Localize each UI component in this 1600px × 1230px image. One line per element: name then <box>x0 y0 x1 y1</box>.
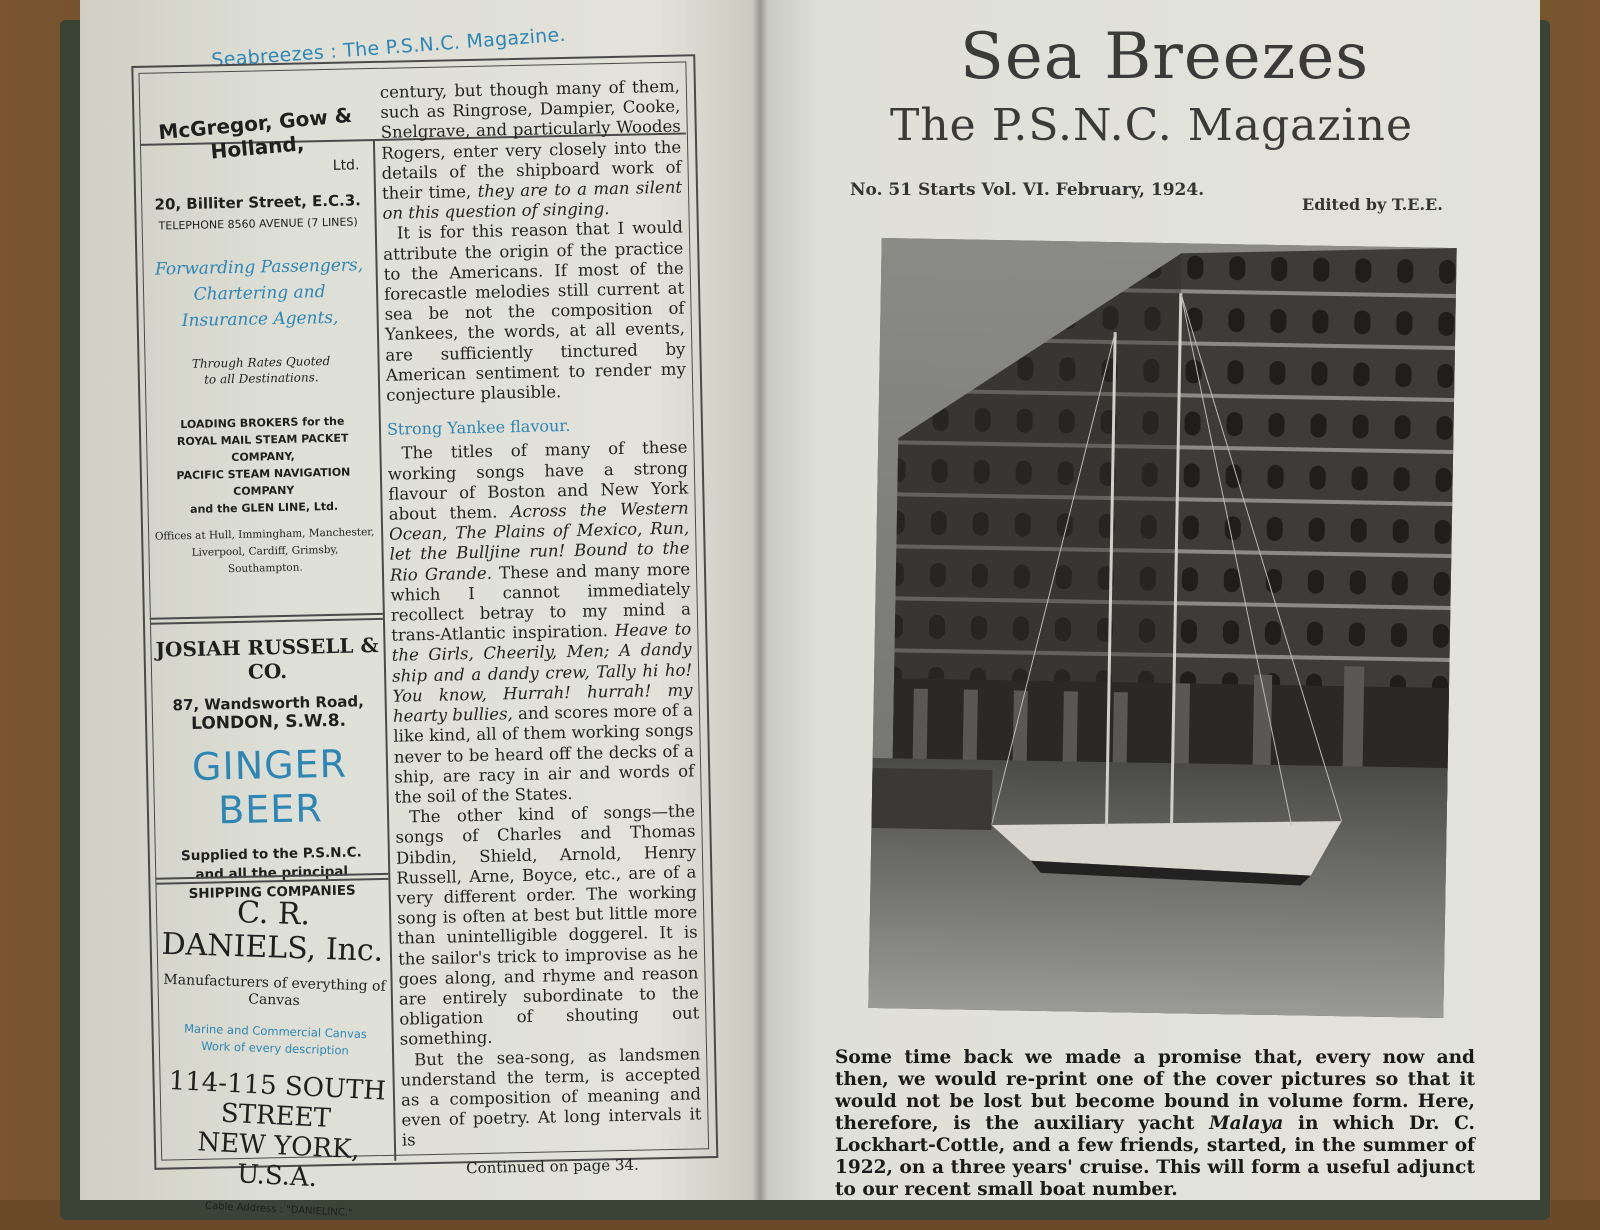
ad-russell-supplied-line: and all the principal <box>195 863 349 883</box>
ad-russell-city: LONDON, S.W.8. <box>190 710 347 734</box>
ad-daniels-name: C. R. DANIELS, Inc. <box>161 895 384 969</box>
article-column <box>380 77 703 1180</box>
left-page <box>80 0 760 1219</box>
ad-mcgregor-telephone: TELEPHONE 8560 AVENUE (7 LINES) <box>158 215 358 233</box>
continued-note: Continued on page 34. <box>465 1155 639 1177</box>
ad-mcgregor-service-line: Chartering and <box>193 282 326 305</box>
editor-credit: Edited by T.E.E. <box>1302 195 1443 214</box>
caption-text: in which Dr. C. Lockhart-Cottle, and a few friends, started, in the summer of 1922, on a three years' cruise. This will form a useful adjunct to our recent small boat number. <box>835 1113 1475 1200</box>
ad-mcgregor-rates-line: to all Destinations. <box>203 370 319 387</box>
article-paragraph <box>387 438 695 808</box>
yacht-photo-illustration <box>868 238 1456 1018</box>
masthead-subtitle: The P.S.N.C. Magazine <box>890 100 1414 151</box>
book-gutter <box>752 0 768 1200</box>
article-subheading: Strong Yankee flavour. <box>386 416 571 440</box>
ad-mcgregor-office-line: Offices at Hull, Immingham, Manchester, <box>154 526 375 543</box>
ad-mcgregor-office-line: Liverpool, Cardiff, Grimsby, <box>191 543 339 559</box>
article-text: The titles of many of these working songs have a strong flavour of Boston and New York about them. <box>387 437 689 524</box>
ad-mcgregor-rates-line: Through Rates Quoted <box>191 353 331 371</box>
article-paragraph: It is for this reason that I would attribute the origin of the practice to the Americans. If most of the forecastle melodies still current at sea be not the composition of Yankees, the words, at all events, are sufficiently tinctured by American sentiment to render my conjecture plausible. <box>383 217 686 405</box>
running-head: Seabreezes : The P.S.N.C. Magazine. <box>210 23 567 72</box>
ad-daniels-work-line: Work of every description <box>201 1038 349 1058</box>
ad-daniels-city: NEW YORK, U.S.A. <box>196 1127 361 1194</box>
ad-mcgregor-broker-line: PACIFIC STEAM NAVIGATION COMPANY <box>176 465 351 499</box>
ad-russell-street: 87, Wandsworth Road, <box>172 692 365 715</box>
issue-line: No. 51 Starts Vol. VI. February, 1924. <box>850 180 1205 200</box>
article-paragraph <box>380 77 683 225</box>
article-italic: they are to a man silent on this question of singing. <box>382 177 683 224</box>
ad-daniels <box>156 895 396 1221</box>
article-text: These and many more which I cannot immediately recollect betray to my mind a trans-Atlantic inspiration. <box>390 559 692 646</box>
ad-mcgregor-brokers <box>146 412 381 519</box>
ad-mcgregor-broker-line: and the GLEN LINE, Ltd. <box>189 499 339 516</box>
ad-mcgregor-broker-line: ROYAL MAIL STEAM PACKET COMPANY, <box>176 431 349 465</box>
article-text: century, but though many of them, such as Ringrose, Dampier, Cooke, Snelgrave, and particularly Woodes Rogers, enter very closely into the details of the shipboard work of their time, <box>379 76 682 203</box>
ad-mcgregor-services <box>142 252 377 335</box>
ad-daniels-street: 114-115 SOUTH STREET <box>167 1065 387 1134</box>
ad-mcgregor-rates <box>144 352 378 389</box>
ad-mcgregor-office-line: Southampton. <box>227 561 303 576</box>
yacht-photograph <box>868 238 1456 1018</box>
ad-mcgregor-service-line: Insurance Agents, <box>181 307 339 332</box>
article-italic: Across the Western Ocean, The Plains of Mexico, Run, let the Bulljine run! Bound to the Rio Grande. <box>388 498 690 585</box>
ad-daniels-cable: Cable Address : "DANIELINC." <box>204 1200 353 1219</box>
caption-ship-name: Malaya <box>1209 1113 1284 1134</box>
ad-russell <box>150 633 389 905</box>
ad-mcgregor-offices <box>148 524 382 580</box>
left-page-content <box>80 0 785 1219</box>
ad-mcgregor-broker-line: LOADING BROKERS for the <box>180 414 345 432</box>
ad-mcgregor-service-line: Forwarding Passengers, <box>154 255 364 280</box>
caption-text: Some time back we made a promise that, every now and then, we would re-print one of the cover pictures so that it would not be lost but become bound in volume form. Here, therefore, is the auxiliary yacht <box>835 1047 1475 1134</box>
article-text: and scores more of a like kind, all of them working songs never to be heard off the decks of a ship, are racy in air and words of the soil of the States. <box>393 700 695 807</box>
ad-mcgregor-name: McGregor, Gow & Holland, <box>157 102 353 164</box>
ad-mcgregor-suffix: Ltd. <box>332 157 360 174</box>
ad-daniels-tagline: Manufacturers of everything of Canvas <box>163 971 386 1010</box>
ad-russell-supplied-line: SHIPPING COMPANIES <box>188 882 356 903</box>
ad-daniels-work-line: Marine and Commercial Canvas <box>183 1021 368 1042</box>
ad-mcgregor <box>139 102 382 580</box>
masthead-title: Sea Breezes <box>960 20 1370 94</box>
article-paragraph: The other kind of songs—the songs of Charles and Thomas Dibdin, Shield, Arnold, Henry Russell, Arne, Boyce, etc., are of a very different order. The working song is often at best but little more than unintelligible doggerel. It is the sailor's trick to improvise as he goes along, and rhyme and reason are entirely subordinate to the obligation of shouting out something. <box>395 801 700 1049</box>
ad-russell-supplied-line: Supplied to the P.S.N.C. <box>180 844 362 865</box>
ad-daniels-work <box>158 1020 392 1061</box>
ad-russell-product: GINGER BEER <box>191 741 348 833</box>
ad-russell-name: JOSIAH RUSSELL & CO. <box>155 633 379 684</box>
article-paragraph: But the sea-song, as landsmen understand the term, is accepted as a composition of meaning and even of poetry. At long intervals it is <box>400 1043 702 1150</box>
article-italic: Heave to the Girls, Cheerily, Men; A dandy ship and a dandy crew, Tally hi ho! You know, Hurrah! hurrah! my hearty bullies, <box>391 619 693 726</box>
photo-caption <box>835 1047 1475 1201</box>
ad-mcgregor-address: 20, Billiter Street, E.C.3. <box>154 191 362 214</box>
